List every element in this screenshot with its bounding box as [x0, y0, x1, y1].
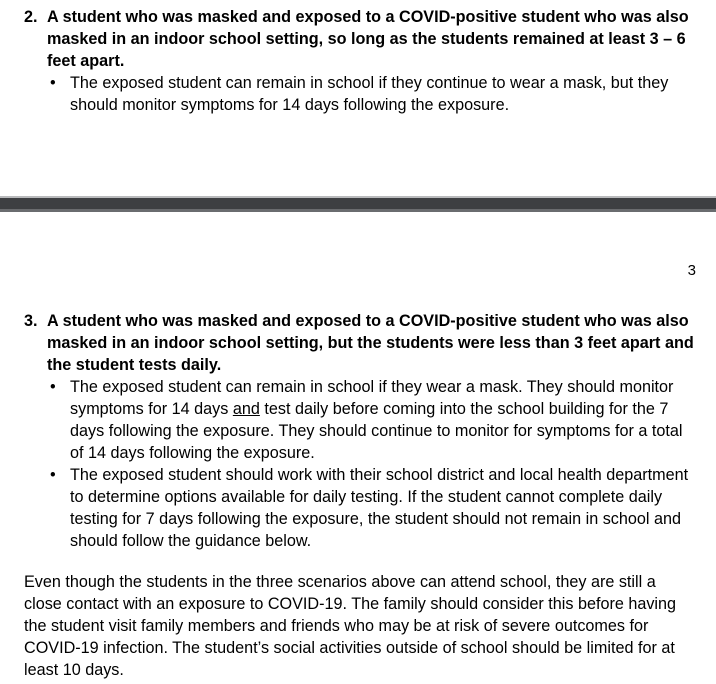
- scenario-2-bullet-1-text: The exposed student can remain in school if they continue to wear a mask, but they should monitor symptoms for 14 days following the exposure.: [70, 74, 669, 114]
- scenario-3-bullet-1-part-2: test daily before coming into the school building for the 7 days following the exposure. They should continue to monitor for symptoms for a total of 14 days following the exposure.: [70, 400, 683, 462]
- scenario-2-title: A student who was masked and exposed to a COVID-positive student who was also masked in an indoor school setting, so long as the students remained at least 3 – 6 feet apart.: [47, 8, 689, 70]
- scenario-3-bullets: [24, 376, 700, 552]
- page-separator: [0, 196, 716, 212]
- scenario-3-number: 3.: [24, 312, 38, 330]
- scenario-2-bullets: [24, 72, 700, 116]
- scenario-2-number: 2.: [24, 8, 38, 26]
- bullet-icon: •: [50, 74, 56, 92]
- scenario-2-heading: [24, 6, 700, 72]
- bullet-icon: •: [50, 378, 56, 396]
- scenario-3-bullet-1-text: [70, 376, 700, 464]
- scenario-3-heading: [24, 310, 700, 376]
- scenario-3-bullet-2: [47, 464, 700, 552]
- scenario-2: [24, 6, 700, 116]
- scenario-3-title: A student who was masked and exposed to a COVID-positive student who was also masked in an indoor school setting, but the students were less than 3 feet apart and the student tests daily.: [47, 312, 694, 374]
- scenario-3: [24, 310, 700, 552]
- scenario-2-bullet-1: [47, 72, 700, 116]
- bullet-icon: •: [50, 466, 56, 484]
- close-contact-paragraph: Even though the students in the three scenarios above can attend school, they are still a close contact with an exposure to COVID-19. The family should consider this before having the student visit family members and friends who may be at risk of severe outcomes for COVID-19 infection. The student’s social activities outside of school should be limited for at least 10 days.: [24, 573, 677, 679]
- document-page-3: [0, 212, 716, 684]
- document-page-2: [0, 0, 716, 196]
- page-number: 3: [687, 262, 696, 279]
- scenario-3-bullet-1: [47, 376, 700, 464]
- scenario-3-bullet-1-part-1: The exposed student can remain in school if they wear a mask. They should monitor symptoms for 14 days: [70, 378, 674, 418]
- scenario-3-bullet-1-underlined: and: [232, 400, 260, 418]
- scenario-3-bullet-2-text: The exposed student should work with their school district and local health department to determine options available for daily testing. If the student cannot complete daily testing for 7 days following the exposure, the student should not remain in school and should follow the guidance below.: [70, 466, 689, 550]
